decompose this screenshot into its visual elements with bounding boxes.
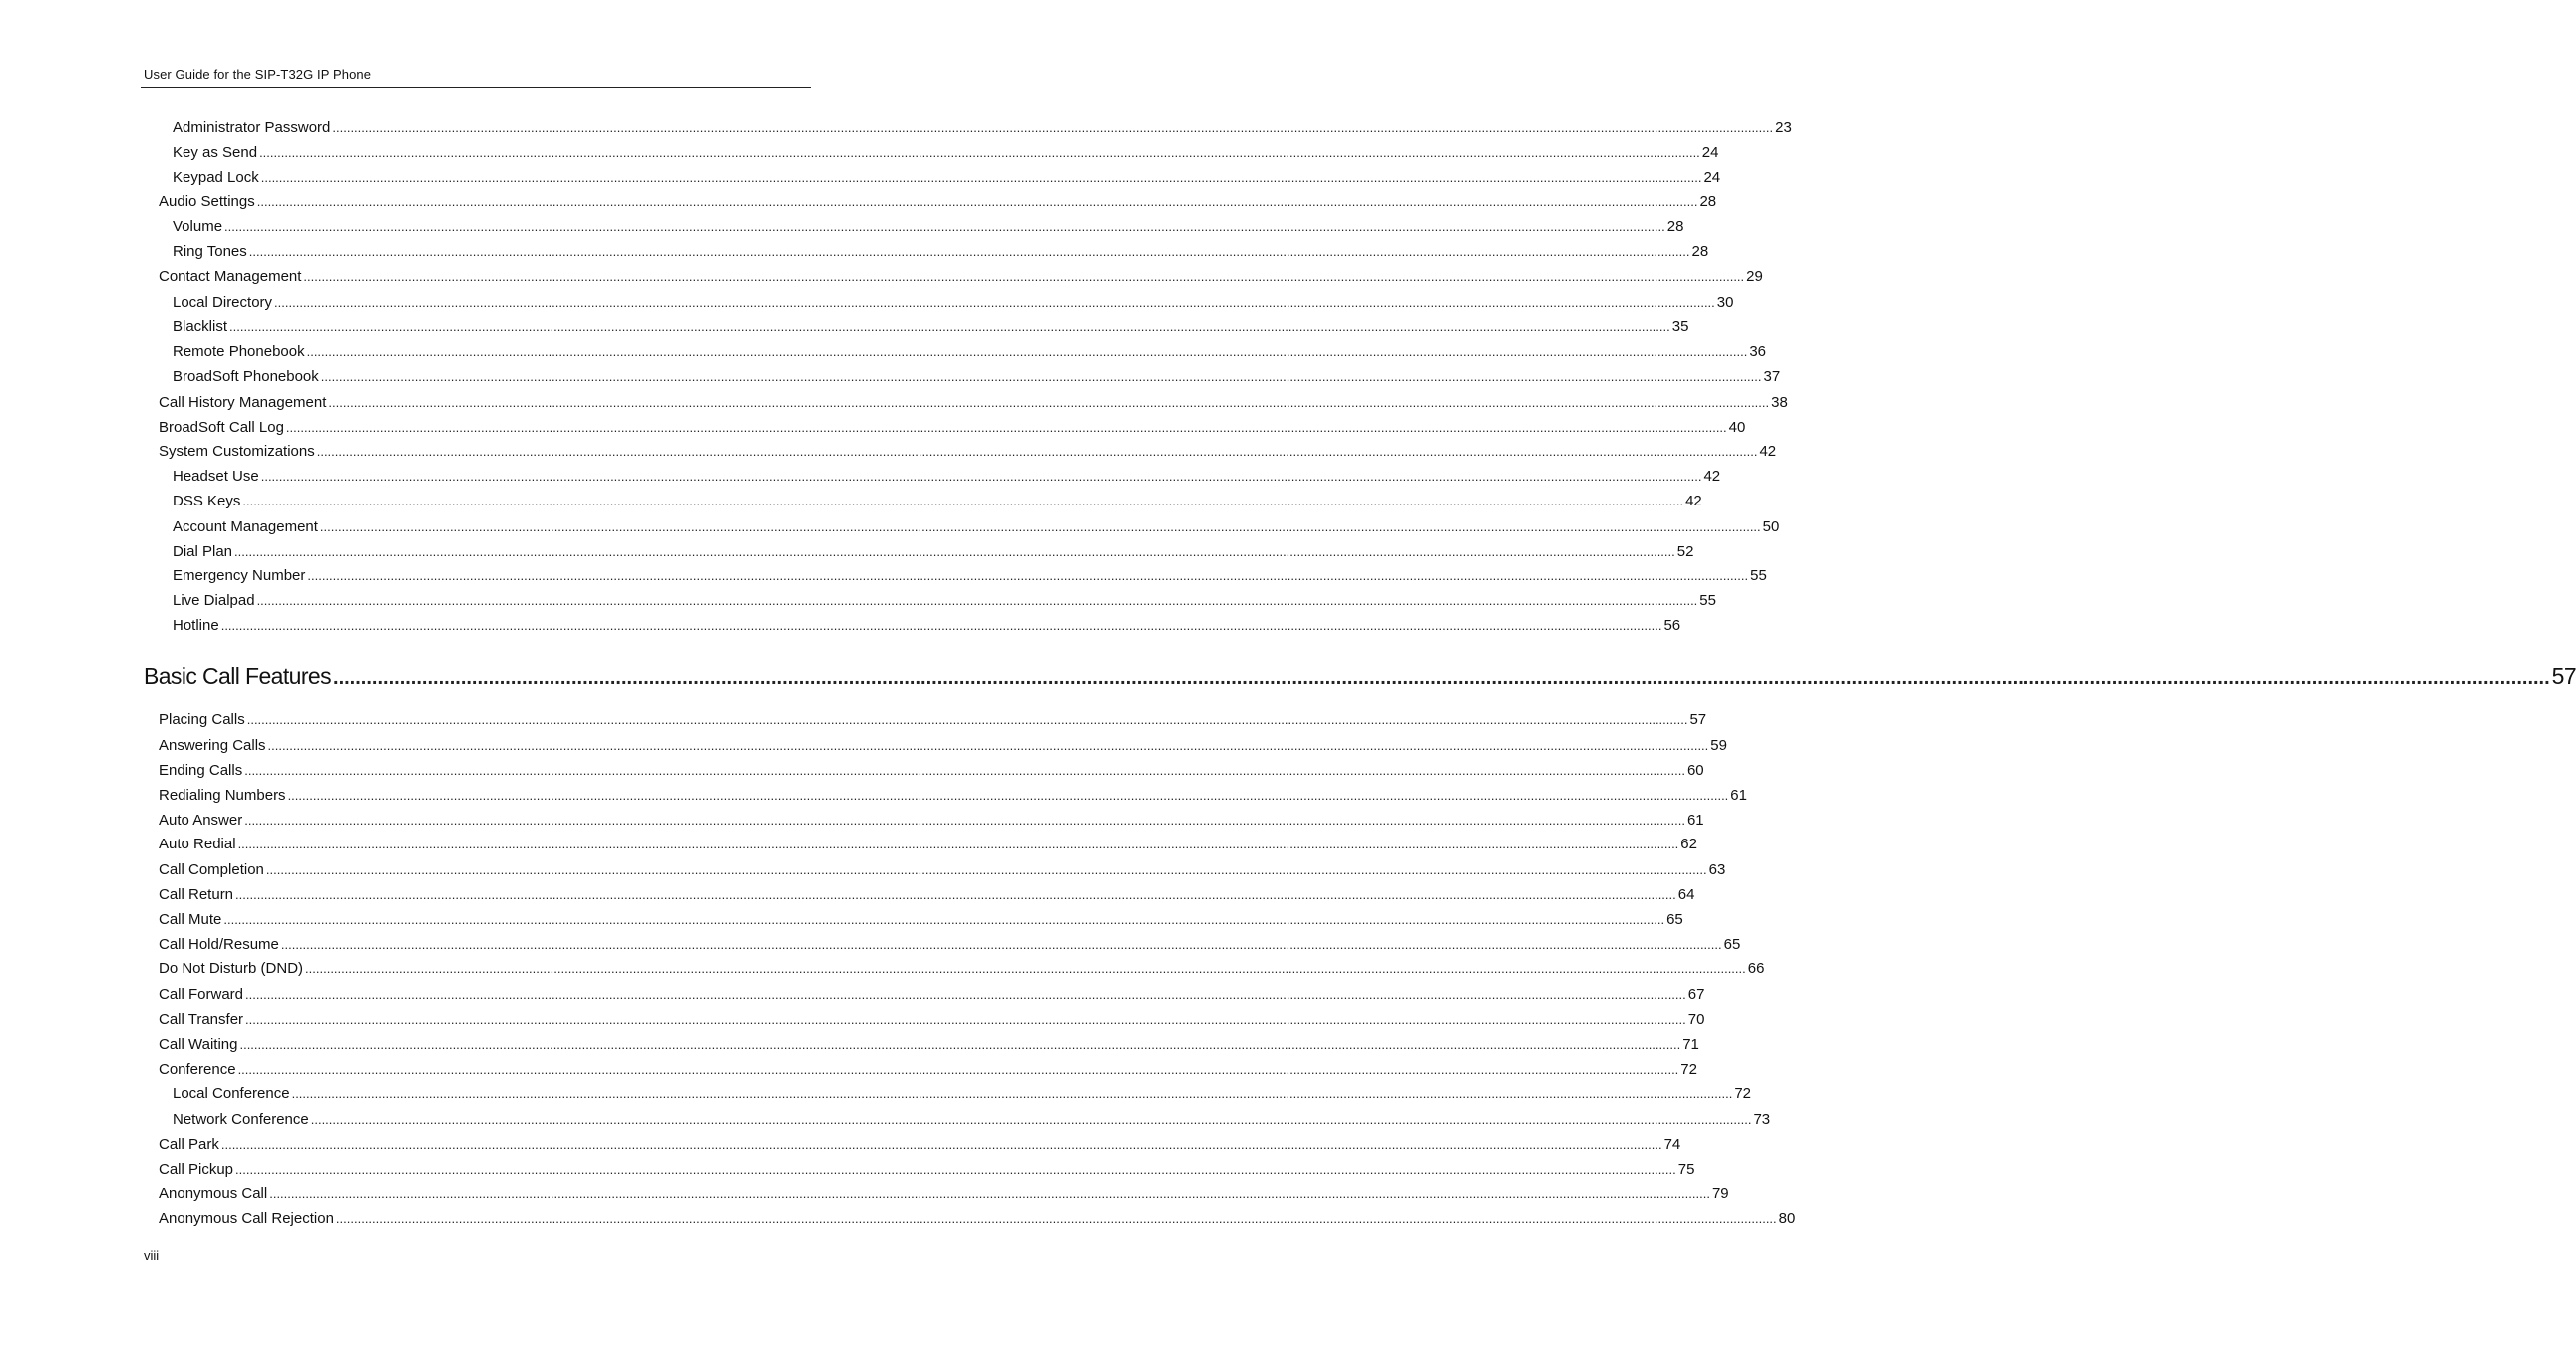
toc-entry-title: Basic Call Features	[144, 663, 332, 689]
toc-entry-title: Placing Calls	[159, 711, 245, 728]
toc-entry-page: 65	[1723, 936, 1741, 953]
toc-dot-leader: ................................................................................................................................................................................................................................................................................................................................................................................................................	[316, 444, 1758, 459]
toc-entry[interactable]	[173, 118, 1792, 138]
toc-entry-title: Live Dialpad	[173, 592, 255, 609]
toc-dot-leader: ................................................................................................................................................................................................................................................................................................................................................................................................................	[234, 544, 1675, 559]
toc-entry-page: 63	[1708, 861, 1726, 878]
toc-entry-title: Blacklist	[173, 318, 228, 335]
toc-entry[interactable]	[159, 786, 1747, 806]
toc-entry-page: 42	[1759, 443, 1777, 460]
toc-dot-leader: ................................................................................................................................................................................................................................................................................................................................................................................................................	[267, 738, 1709, 753]
toc-entry[interactable]	[159, 985, 1705, 1005]
toc-entry-title: Answering Calls	[159, 737, 266, 754]
toc-dot-leader: ................................................................................................................................................................................................................................................................................................................................................................................................................	[235, 1162, 1676, 1177]
toc-entry-title: BroadSoft Call Log	[159, 419, 284, 436]
toc-dot-leader: ................................................................................................................................................................................................................................................................................................................................................................................................................	[332, 120, 1774, 135]
toc-dot-leader: ................................................................................................................................................................................................................................................................................................................................................................................................................	[256, 194, 1698, 209]
toc-dot-leader: ................................................................................................................................................................................................................................................................................................................................................................................................................	[280, 937, 1722, 952]
toc-dot-leader: ................................................................................................................................................................................................................................................................................................................................................................................................................	[260, 469, 1702, 484]
toc-entry-title: Remote Phonebook	[173, 343, 305, 360]
toc-entry-page: 80	[1778, 1210, 1796, 1227]
toc-dot-leader: ................................................................................................................................................................................................................................................................................................................................................................................................................	[269, 1186, 1710, 1201]
toc-entry-title: Ending Calls	[159, 762, 243, 779]
toc-dot-leader: ................................................................................................................................................................................................................................................................................................................................................................................................................	[248, 244, 1690, 259]
toc-entry[interactable]	[173, 492, 1702, 511]
toc-entry[interactable]	[159, 736, 1727, 756]
toc-entry-page: 72	[1680, 1061, 1697, 1078]
toc-entry-page: 24	[1701, 144, 1719, 161]
toc-dot-leader: ................................................................................................................................................................................................................................................................................................................................................................................................................	[307, 568, 1749, 583]
toc-entry-title: Auto Answer	[159, 812, 243, 829]
toc-entry-page: 79	[1711, 1185, 1729, 1202]
toc-entry[interactable]	[159, 860, 1726, 880]
toc-dot-leader: ................................................................................................................................................................................................................................................................................................................................................................................................................	[306, 344, 1748, 359]
toc-entry-page: 40	[1728, 419, 1746, 436]
toc-dot-leader: ................................................................................................................................................................................................................................................................................................................................................................................................................	[220, 1137, 1662, 1152]
toc-dot-leader: ................................................................................................................................................................................................................................................................................................................................................................................................................	[245, 1012, 1686, 1027]
page-number: viii	[144, 1248, 160, 1263]
toc-entry[interactable]	[159, 1060, 1697, 1080]
toc-entry[interactable]	[173, 342, 1767, 362]
toc-entry-page: 72	[1734, 1085, 1751, 1102]
toc-entry-title: Anonymous Call	[159, 1185, 268, 1202]
toc-entry-title: Call History Management	[159, 394, 327, 411]
toc-entry-title: Hotline	[173, 617, 219, 634]
toc-entry-page: 74	[1663, 1136, 1681, 1153]
toc-dot-leader: ................................................................................................................................................................................................................................................................................................................................................................................................................	[310, 1112, 1752, 1127]
toc-entry[interactable]	[159, 267, 1763, 287]
toc-entry[interactable]	[159, 959, 1765, 979]
toc-entry-title: Volume	[173, 218, 223, 235]
toc-entry[interactable]	[159, 442, 1777, 462]
toc-entry-page: 73	[1753, 1111, 1771, 1128]
toc-entry[interactable]	[159, 393, 1788, 413]
toc-entry[interactable]	[159, 910, 1683, 930]
toc-chapter-entry[interactable]	[144, 661, 2576, 693]
toc-entry-title: Do Not Disturb (DND)	[159, 960, 304, 977]
toc-entry[interactable]	[159, 1135, 1681, 1155]
toc-dot-leader: ................................................................................................................................................................................................................................................................................................................................................................................................................	[328, 395, 1770, 410]
toc-entry-title: Ring Tones	[173, 243, 247, 260]
toc-entry-title: System Customizations	[159, 443, 315, 460]
toc-entry-page: 75	[1677, 1161, 1695, 1178]
toc-entry-title: Emergency Number	[173, 567, 306, 584]
toc-entry-title: Dial Plan	[173, 543, 233, 560]
toc-entry[interactable]	[173, 1084, 1751, 1104]
toc-entry-title: Contact Management	[159, 268, 302, 285]
toc-entry-page: 50	[1762, 518, 1780, 535]
toc-entry-page: 55	[1750, 567, 1767, 584]
toc-entry-page: 28	[1666, 218, 1684, 235]
toc-dot-leader: ................................................................................................................................................................................................................................................................................................................................................................................................................	[244, 763, 1685, 778]
toc-entry-title: Call Waiting	[159, 1036, 238, 1053]
toc-entry-title: DSS Keys	[173, 493, 241, 509]
toc-entry[interactable]	[159, 1160, 1695, 1179]
toc-entry[interactable]	[173, 1110, 1771, 1130]
running-header: User Guide for the SIP-T32G IP Phone	[144, 67, 372, 82]
toc-dot-leader: ................................................................................................................................................................................................................................................................................................................................................................................................................	[235, 887, 1676, 902]
toc-dot-leader: ................................................................................................................................................................................................................................................................................................................................................................................................................	[220, 618, 1662, 633]
toc-entry-title: Local Directory	[173, 294, 273, 311]
toc-entry[interactable]	[159, 710, 1707, 730]
toc-entry-page: 61	[1730, 787, 1747, 804]
toc-entry[interactable]	[173, 566, 1767, 586]
toc-entry[interactable]	[159, 1209, 1796, 1229]
toc-entry-page: 60	[1686, 762, 1704, 779]
toc-entry-page: 30	[1716, 294, 1734, 311]
toc-entry-page: 65	[1666, 911, 1683, 928]
toc-entry[interactable]	[173, 367, 1781, 387]
toc-entry-title: Call Pickup	[159, 1161, 234, 1178]
toc-entry-page: 29	[1746, 268, 1763, 285]
toc-entry-page: 70	[1687, 1011, 1705, 1028]
toc-dot-leader: ................................................................................................................................................................................................................................................................................................................................................................................................................	[291, 1086, 1733, 1101]
toc-entry[interactable]	[159, 885, 1695, 905]
toc-entry[interactable]	[173, 517, 1780, 537]
toc-entry-title: Auto Redial	[159, 836, 236, 852]
toc-entry-page: 67	[1687, 986, 1705, 1003]
toc-dot-leader: ................................................................................................................................................................................................................................................................................................................................................................................................................	[319, 519, 1761, 534]
toc-dot-leader: ................................................................................................................................................................................................................................................................................................................................................................................................................	[237, 1062, 1679, 1077]
toc-dot-leader: ................................................................................................................................................................................................................................................................................................................................................................................................................	[335, 1211, 1777, 1226]
toc-dot-leader: ................................................................................................................................................................................................................................................................................................................................................................................................................	[260, 170, 1702, 185]
toc-dot-leader: ................................................................................................................................................................................................................................................................................................................................................................................................................	[303, 269, 1745, 284]
toc-entry-page: 37	[1763, 368, 1781, 385]
toc-entry-title: Keypad Lock	[173, 169, 259, 186]
toc-entry[interactable]	[173, 542, 1694, 562]
toc-entry-page: 23	[1775, 119, 1792, 136]
toc-entry-page: 57	[2551, 663, 2576, 689]
toc-entry[interactable]	[173, 143, 1719, 163]
toc-entry-page: 28	[1699, 193, 1717, 210]
toc-entry-title: Call Forward	[159, 986, 244, 1003]
toc-dot-leader: ................................................................................................................................................................................................................................................................................................................................................................................................................	[244, 813, 1685, 828]
toc-dot-leader: ................................................................................................................................................................................................................................................................................................................................................................................................................	[229, 319, 1670, 334]
toc-entry-title: Conference	[159, 1061, 236, 1078]
toc-entry-title: Headset Use	[173, 468, 259, 485]
toc-entry-page: 59	[1710, 737, 1727, 754]
toc-entry-title: Redialing Numbers	[159, 787, 286, 804]
toc-dot-leader: ................................................................................................................................................................................................................................................................................................................................................................................................................	[239, 1037, 1681, 1052]
header-rule	[141, 87, 811, 88]
toc-entry[interactable]	[159, 1010, 1705, 1030]
toc-entry[interactable]	[173, 293, 1734, 313]
toc-dot-leader: ................................................................................................................................................................................................................................................................................................................................................................................................................	[285, 420, 1727, 435]
toc-entry[interactable]	[159, 192, 1717, 212]
toc-entry-title: Network Conference	[173, 1111, 309, 1128]
toc-entry[interactable]	[173, 168, 1721, 188]
toc-entry[interactable]	[159, 935, 1741, 955]
toc-entry-page: 52	[1676, 543, 1694, 560]
toc-entry[interactable]	[173, 591, 1716, 611]
toc-entry[interactable]	[173, 242, 1709, 262]
toc-entry-title: Key as Send	[173, 144, 258, 161]
toc-entry-title: Call Transfer	[159, 1011, 244, 1028]
toc-entry-title: Call Hold/Resume	[159, 936, 279, 953]
toc-entry[interactable]	[159, 1184, 1729, 1204]
toc-dot-leader: ................................................................................................................................................................................................................................................................................................................................................................................................................	[242, 494, 1684, 508]
toc-entry[interactable]	[173, 467, 1721, 487]
toc-entry-page: 64	[1677, 886, 1695, 903]
toc-dot-leader: ................................................................................................................................................................................................................................................................................................................................................................................................................	[333, 667, 2550, 689]
toc-entry[interactable]	[173, 217, 1684, 237]
toc-entry[interactable]	[159, 1035, 1699, 1055]
toc-entry[interactable]	[173, 616, 1681, 636]
toc-entry-title: Call Return	[159, 886, 234, 903]
toc-dot-leader: ................................................................................................................................................................................................................................................................................................................................................................................................................	[256, 593, 1698, 608]
toc-entry[interactable]	[159, 761, 1704, 781]
toc-dot-leader: ................................................................................................................................................................................................................................................................................................................................................................................................................	[274, 295, 1715, 310]
toc-dot-leader: ................................................................................................................................................................................................................................................................................................................................................................................................................	[237, 837, 1679, 851]
toc-entry[interactable]	[159, 811, 1704, 831]
toc-entry-title: Call Mute	[159, 911, 222, 928]
toc-entry-title: Administrator Password	[173, 119, 331, 136]
toc-entry-page: 57	[1689, 711, 1707, 728]
toc-dot-leader: ................................................................................................................................................................................................................................................................................................................................................................................................................	[320, 369, 1762, 384]
toc-entry[interactable]	[159, 418, 1746, 438]
toc-entry-title: Call Completion	[159, 861, 264, 878]
toc-entry[interactable]	[173, 317, 1689, 337]
toc-entry-page: 36	[1749, 343, 1767, 360]
toc-entry-page: 42	[1703, 468, 1721, 485]
toc-entry-title: BroadSoft Phonebook	[173, 368, 319, 385]
toc-entry-title: Call Park	[159, 1136, 219, 1153]
toc-dot-leader: ................................................................................................................................................................................................................................................................................................................................................................................................................	[245, 987, 1686, 1002]
toc-entry-page: 28	[1691, 243, 1709, 260]
toc-entry[interactable]	[159, 835, 1697, 854]
toc-dot-leader: ................................................................................................................................................................................................................................................................................................................................................................................................................	[287, 788, 1729, 803]
toc-entry-page: 66	[1747, 960, 1765, 977]
toc-entry-page: 61	[1686, 812, 1704, 829]
toc-entry-title: Account Management	[173, 518, 318, 535]
toc-dot-leader: ................................................................................................................................................................................................................................................................................................................................................................................................................	[246, 712, 1688, 727]
toc-entry-page: 24	[1703, 169, 1721, 186]
toc-entry-page: 71	[1682, 1036, 1699, 1053]
toc-dot-leader: ................................................................................................................................................................................................................................................................................................................................................................................................................	[265, 862, 1707, 877]
toc-entry-page: 42	[1685, 493, 1702, 509]
toc-entry-page: 56	[1663, 617, 1681, 634]
toc-dot-leader: ................................................................................................................................................................................................................................................................................................................................................................................................................	[259, 145, 1700, 160]
toc-entry-page: 62	[1680, 836, 1697, 852]
toc-entry-title: Audio Settings	[159, 193, 255, 210]
toc-dot-leader: ................................................................................................................................................................................................................................................................................................................................................................................................................	[305, 961, 1746, 976]
toc-dot-leader: ................................................................................................................................................................................................................................................................................................................................................................................................................	[224, 219, 1665, 234]
toc-entry-page: 38	[1771, 394, 1788, 411]
toc-entry-page: 55	[1699, 592, 1716, 609]
toc-entry-page: 35	[1671, 318, 1689, 335]
toc-entry-title: Anonymous Call Rejection	[159, 1210, 334, 1227]
toc-entry-title: Local Conference	[173, 1085, 290, 1102]
toc-dot-leader: ................................................................................................................................................................................................................................................................................................................................................................................................................	[223, 912, 1665, 927]
